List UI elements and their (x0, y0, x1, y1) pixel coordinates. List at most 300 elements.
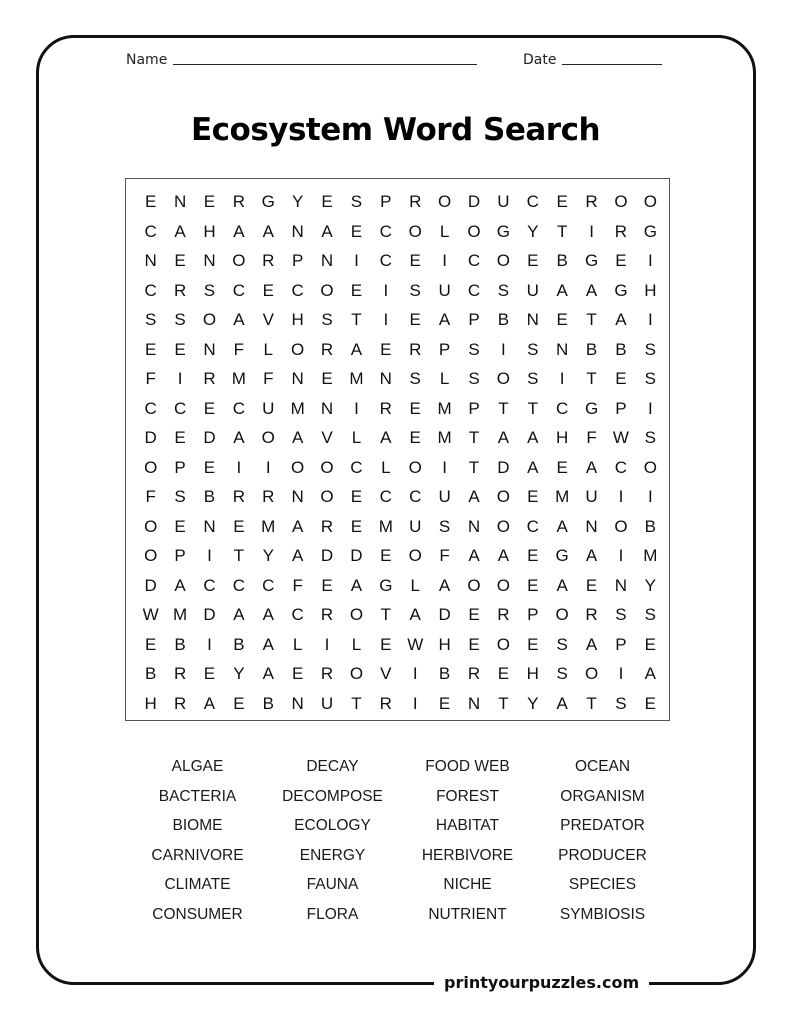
grid-cell[interactable]: C (144, 398, 157, 418)
grid-cell[interactable]: N (291, 487, 304, 506)
grid-cell[interactable]: E (556, 192, 568, 211)
grid-cell[interactable]: S (556, 634, 568, 654)
grid-cell[interactable]: G (584, 398, 599, 418)
grid-cell[interactable]: T (498, 398, 509, 418)
grid-cell[interactable]: E (174, 251, 186, 270)
grid-cell[interactable]: G (584, 251, 599, 270)
grid-cell[interactable]: M (378, 516, 393, 536)
grid-cell[interactable]: E (321, 575, 333, 595)
grid-cell[interactable]: S (321, 310, 333, 329)
grid-cell[interactable]: N (467, 693, 481, 713)
grid-cell[interactable]: A (380, 428, 392, 447)
grid-cell[interactable]: G (496, 221, 510, 241)
grid-cell[interactable]: S (615, 693, 627, 713)
grid-cell[interactable]: B (644, 516, 656, 536)
grid-cell[interactable]: O (496, 516, 510, 536)
grid-cell[interactable]: O (614, 192, 628, 211)
grid-cell[interactable]: R (409, 192, 422, 211)
grid-cell[interactable]: O (232, 251, 246, 270)
grid-cell[interactable]: I (559, 369, 565, 388)
grid-cell[interactable]: D (144, 575, 157, 595)
grid-cell[interactable]: U (497, 192, 510, 211)
grid-cell[interactable]: E (145, 192, 157, 211)
date-field[interactable] (523, 52, 662, 68)
grid-cell[interactable]: E (203, 664, 216, 683)
grid-cell[interactable]: I (354, 251, 359, 270)
grid-cell[interactable]: I (589, 221, 594, 241)
grid-cell[interactable]: A (556, 693, 568, 713)
grid-cell[interactable]: A (615, 310, 627, 329)
grid-cell[interactable]: L (263, 339, 273, 359)
grid-cell[interactable]: U (438, 487, 451, 506)
grid-cell[interactable]: O (496, 251, 510, 270)
grid-cell[interactable]: N (585, 516, 598, 536)
grid-cell[interactable]: S (615, 605, 627, 624)
grid-cell[interactable]: Y (291, 192, 304, 211)
grid-cell[interactable]: F (263, 369, 274, 388)
grid-cell[interactable]: R (497, 605, 510, 624)
grid-cell[interactable]: A (174, 221, 186, 241)
name-field[interactable] (126, 52, 477, 68)
grid-cell[interactable]: E (527, 251, 539, 270)
grid-cell[interactable]: D (438, 605, 451, 624)
grid-cell[interactable]: S (409, 280, 421, 300)
grid-cell[interactable]: I (647, 251, 653, 270)
grid-cell[interactable]: D (203, 428, 216, 447)
grid-cell[interactable]: P (438, 339, 451, 359)
grid-cell[interactable]: L (381, 457, 391, 477)
grid-cell[interactable]: T (351, 310, 362, 329)
grid-cell[interactable]: T (380, 605, 392, 624)
grid-cell[interactable]: N (203, 516, 216, 536)
grid-cell[interactable]: T (527, 398, 538, 418)
grid-cell[interactable]: E (556, 457, 568, 477)
grid-cell[interactable]: S (644, 339, 656, 359)
grid-cell[interactable]: E (233, 693, 245, 713)
grid-cell[interactable]: T (586, 310, 597, 329)
grid-cell[interactable]: G (643, 221, 657, 241)
grid-cell[interactable]: I (618, 546, 624, 565)
grid-cell[interactable]: P (615, 398, 627, 418)
grid-cell[interactable]: U (526, 280, 539, 300)
grid-cell[interactable]: S (468, 339, 480, 359)
grid-cell[interactable]: N (320, 251, 334, 270)
grid-cell[interactable]: E (468, 605, 480, 624)
grid-cell[interactable]: I (207, 634, 212, 654)
grid-cell[interactable]: E (174, 516, 186, 536)
grid-cell[interactable]: O (349, 605, 364, 624)
grid-cell[interactable]: U (585, 487, 598, 506)
grid-cell[interactable]: R (585, 605, 598, 624)
grid-cell[interactable]: O (291, 457, 305, 477)
grid-cell[interactable]: E (409, 428, 421, 447)
grid-cell[interactable]: E (527, 546, 539, 565)
grid-cell[interactable]: E (615, 369, 627, 388)
grid-cell[interactable]: N (144, 251, 157, 270)
grid-cell[interactable]: E (321, 369, 333, 388)
grid-cell[interactable]: E (203, 192, 216, 211)
grid-cell[interactable]: O (320, 487, 334, 506)
grid-cell[interactable]: A (556, 575, 568, 595)
grid-cell[interactable]: P (174, 457, 186, 477)
grid-cell[interactable]: S (409, 369, 421, 388)
grid-cell[interactable]: R (379, 693, 392, 713)
grid-cell[interactable]: O (144, 516, 158, 536)
grid-cell[interactable]: D (350, 546, 363, 565)
grid-cell[interactable]: R (320, 516, 334, 536)
grid-cell[interactable]: E (350, 280, 363, 300)
grid-cell[interactable]: O (291, 339, 305, 359)
grid-cell[interactable]: B (497, 310, 510, 329)
grid-cell[interactable]: I (383, 310, 389, 329)
grid-cell[interactable]: C (144, 280, 157, 300)
grid-cell[interactable]: P (291, 251, 304, 270)
grid-cell[interactable]: R (320, 339, 334, 359)
grid-cell[interactable]: O (643, 192, 657, 211)
grid-cell[interactable]: S (174, 310, 186, 329)
grid-cell[interactable]: G (555, 546, 569, 565)
grid-cell[interactable]: A (350, 575, 363, 595)
grid-cell[interactable]: H (203, 221, 216, 241)
grid-cell[interactable]: O (555, 605, 569, 624)
grid-cell[interactable]: S (644, 369, 656, 388)
grid-cell[interactable]: U (409, 516, 422, 536)
grid-cell[interactable]: S (174, 487, 186, 506)
grid-cell[interactable]: C (526, 516, 539, 536)
grid-cell[interactable]: F (233, 339, 245, 359)
grid-cell[interactable]: A (291, 428, 304, 447)
grid-cell[interactable]: E (145, 634, 157, 654)
grid-cell[interactable]: A (527, 457, 539, 477)
grid-cell[interactable]: R (467, 664, 481, 683)
grid-cell[interactable]: E (527, 487, 539, 506)
grid-cell[interactable]: I (647, 310, 653, 329)
grid-cell[interactable]: B (438, 664, 451, 683)
grid-cell[interactable]: A (527, 428, 539, 447)
grid-cell[interactable]: E (350, 221, 363, 241)
grid-cell[interactable]: E (291, 664, 304, 683)
grid-cell[interactable]: V (321, 428, 333, 447)
grid-cell[interactable]: B (174, 634, 186, 654)
grid-cell[interactable]: S (350, 192, 363, 211)
grid-cell[interactable]: B (203, 487, 216, 506)
grid-cell[interactable]: C (614, 457, 628, 477)
grid-cell[interactable]: G (261, 192, 275, 211)
grid-cell[interactable]: A (468, 487, 480, 506)
grid-cell[interactable]: B (233, 634, 245, 654)
grid-cell[interactable]: O (467, 575, 481, 595)
grid-cell[interactable]: A (262, 605, 274, 624)
grid-cell[interactable]: Y (527, 693, 539, 713)
grid-cell[interactable]: A (291, 546, 304, 565)
grid-cell[interactable]: E (556, 310, 568, 329)
grid-cell[interactable]: M (643, 546, 658, 565)
grid-cell[interactable]: E (174, 428, 186, 447)
grid-cell[interactable]: C (467, 280, 481, 300)
grid-cell[interactable]: C (467, 251, 481, 270)
grid-cell[interactable]: C (379, 251, 392, 270)
grid-cell[interactable]: B (585, 339, 598, 359)
grid-cell[interactable]: N (291, 221, 304, 241)
grid-cell[interactable]: L (292, 634, 303, 654)
grid-cell[interactable]: A (585, 457, 598, 477)
grid-cell[interactable]: P (527, 605, 539, 624)
grid-cell[interactable]: T (233, 546, 245, 565)
grid-cell[interactable]: T (586, 369, 597, 388)
letter-grid[interactable] (125, 178, 670, 721)
grid-cell[interactable]: A (291, 516, 304, 536)
grid-cell[interactable]: E (380, 339, 392, 359)
grid-cell[interactable]: E (174, 339, 186, 359)
grid-cell[interactable]: O (496, 487, 510, 506)
grid-cell[interactable]: A (409, 605, 421, 624)
grid-cell[interactable]: A (350, 339, 363, 359)
grid-cell[interactable]: B (556, 251, 568, 270)
grid-cell[interactable]: O (320, 457, 334, 477)
grid-cell[interactable]: Y (262, 546, 274, 565)
grid-cell[interactable]: N (203, 251, 216, 270)
grid-cell[interactable]: H (144, 693, 157, 713)
grid-cell[interactable]: I (412, 664, 418, 683)
grid-cell[interactable]: N (203, 339, 216, 359)
grid-cell[interactable]: A (585, 280, 598, 300)
grid-cell[interactable]: R (614, 221, 628, 241)
grid-cell[interactable]: L (410, 575, 420, 595)
grid-cell[interactable]: E (644, 634, 656, 654)
grid-cell[interactable]: A (556, 516, 568, 536)
grid-cell[interactable]: A (262, 634, 274, 654)
grid-cell[interactable]: D (467, 192, 481, 211)
grid-cell[interactable]: M (349, 369, 364, 388)
grid-cell[interactable]: I (236, 457, 242, 477)
grid-cell[interactable]: C (232, 280, 245, 300)
grid-cell[interactable]: E (350, 487, 363, 506)
grid-cell[interactable]: E (350, 516, 363, 536)
grid-cell[interactable]: E (380, 546, 392, 565)
grid-cell[interactable]: U (262, 398, 275, 418)
grid-cell[interactable]: I (618, 664, 624, 683)
grid-cell[interactable]: I (501, 339, 506, 359)
grid-cell[interactable]: Y (644, 575, 656, 595)
grid-cell[interactable]: I (354, 398, 359, 418)
grid-cell[interactable]: I (647, 487, 653, 506)
grid-cell[interactable]: R (232, 192, 245, 211)
grid-cell[interactable]: C (232, 398, 245, 418)
grid-cell[interactable]: M (231, 369, 246, 388)
grid-cell[interactable]: S (644, 605, 656, 624)
grid-cell[interactable]: O (202, 310, 217, 329)
grid-cell[interactable]: V (262, 310, 274, 329)
grid-cell[interactable]: P (380, 192, 392, 211)
grid-cell[interactable]: R (320, 605, 334, 624)
grid-cell[interactable]: R (173, 280, 187, 300)
grid-cell[interactable]: D (497, 457, 510, 477)
grid-cell[interactable]: S (497, 280, 510, 300)
grid-cell[interactable]: U (438, 280, 451, 300)
grid-cell[interactable]: A (233, 428, 245, 447)
grid-cell[interactable]: I (647, 398, 653, 418)
grid-cell[interactable]: E (527, 575, 539, 595)
grid-cell[interactable]: A (585, 634, 598, 654)
grid-cell[interactable]: C (379, 221, 392, 241)
grid-cell[interactable]: O (643, 457, 657, 477)
grid-cell[interactable]: A (644, 664, 656, 683)
grid-cell[interactable]: T (556, 221, 568, 241)
grid-cell[interactable]: T (468, 428, 480, 447)
grid-cell[interactable]: D (203, 605, 216, 624)
grid-cell[interactable]: H (526, 664, 539, 683)
grid-cell[interactable]: O (584, 664, 599, 683)
grid-cell[interactable]: A (438, 575, 451, 595)
grid-cell[interactable]: H (644, 280, 657, 300)
grid-cell[interactable]: R (379, 398, 392, 418)
grid-cell[interactable]: E (409, 251, 421, 270)
grid-cell[interactable]: E (380, 634, 392, 654)
grid-cell[interactable]: T (468, 457, 480, 477)
grid-cell[interactable]: V (380, 664, 392, 683)
grid-cell[interactable]: F (292, 575, 303, 595)
grid-cell[interactable]: E (409, 310, 421, 329)
grid-cell[interactable]: A (174, 575, 186, 595)
grid-cell[interactable]: I (207, 546, 212, 565)
grid-cell[interactable]: F (145, 369, 156, 388)
grid-cell[interactable]: E (233, 516, 245, 536)
grid-cell[interactable]: O (261, 428, 275, 447)
grid-cell[interactable]: E (145, 339, 157, 359)
grid-cell[interactable]: S (556, 664, 568, 683)
grid-cell[interactable]: G (379, 575, 393, 595)
grid-cell[interactable]: I (324, 634, 330, 654)
grid-cell[interactable]: S (527, 339, 539, 359)
grid-cell[interactable]: W (612, 428, 629, 447)
grid-cell[interactable]: A (233, 605, 245, 624)
grid-cell[interactable]: N (291, 693, 304, 713)
grid-cell[interactable]: N (320, 398, 334, 418)
grid-cell[interactable]: N (467, 516, 481, 536)
grid-cell[interactable]: E (409, 398, 421, 418)
grid-cell[interactable]: E (497, 664, 510, 683)
grid-cell[interactable]: O (408, 221, 422, 241)
grid-cell[interactable]: Y (233, 664, 245, 683)
grid-cell[interactable]: E (527, 634, 539, 654)
grid-cell[interactable]: P (468, 310, 480, 329)
grid-cell[interactable]: C (350, 457, 363, 477)
grid-cell[interactable]: H (556, 428, 569, 447)
grid-cell[interactable]: N (379, 369, 392, 388)
grid-cell[interactable]: E (615, 251, 627, 270)
grid-cell[interactable]: R (320, 664, 334, 683)
grid-cell[interactable]: R (203, 369, 216, 388)
grid-cell[interactable]: O (408, 546, 422, 565)
grid-cell[interactable]: A (233, 221, 245, 241)
grid-cell[interactable]: O (496, 634, 510, 654)
grid-cell[interactable]: E (644, 693, 656, 713)
grid-cell[interactable]: S (527, 369, 539, 388)
grid-cell[interactable]: C (173, 398, 187, 418)
grid-cell[interactable]: T (498, 693, 509, 713)
grid-cell[interactable]: B (262, 693, 274, 713)
grid-cell[interactable]: S (468, 369, 480, 388)
grid-cell[interactable]: W (407, 634, 424, 654)
grid-cell[interactable]: E (438, 693, 451, 713)
grid-cell[interactable]: E (468, 634, 480, 654)
grid-cell[interactable]: O (496, 369, 510, 388)
grid-cell[interactable]: S (203, 280, 216, 300)
grid-cell[interactable]: N (526, 310, 539, 329)
grid-cell[interactable]: F (586, 428, 597, 447)
grid-cell[interactable]: C (409, 487, 422, 506)
grid-cell[interactable]: S (145, 310, 157, 329)
grid-cell[interactable]: A (497, 546, 510, 565)
grid-cell[interactable]: C (556, 398, 569, 418)
grid-cell[interactable]: A (585, 546, 598, 565)
grid-cell[interactable]: R (173, 693, 187, 713)
grid-cell[interactable]: U (320, 693, 334, 713)
grid-cell[interactable]: M (555, 487, 570, 506)
grid-cell[interactable]: N (291, 369, 304, 388)
grid-cell[interactable]: O (496, 575, 510, 595)
grid-cell[interactable]: P (174, 546, 186, 565)
grid-cell[interactable]: M (261, 516, 276, 536)
grid-cell[interactable]: I (442, 251, 447, 270)
grid-cell[interactable]: O (614, 516, 628, 536)
grid-cell[interactable]: B (615, 339, 627, 359)
grid-cell[interactable]: L (351, 634, 362, 654)
grid-cell[interactable]: C (379, 487, 392, 506)
grid-cell[interactable]: E (203, 457, 216, 477)
grid-cell[interactable]: G (614, 280, 628, 300)
grid-cell[interactable]: S (644, 428, 656, 447)
grid-cell[interactable]: B (145, 664, 157, 683)
grid-cell[interactable]: R (409, 339, 422, 359)
grid-cell[interactable]: O (467, 221, 481, 241)
grid-cell[interactable]: N (173, 192, 187, 211)
grid-cell[interactable]: M (290, 398, 305, 418)
grid-cell[interactable]: C (144, 221, 157, 241)
grid-cell[interactable]: O (144, 457, 158, 477)
grid-cell[interactable]: R (173, 664, 187, 683)
grid-cell[interactable]: H (438, 634, 451, 654)
grid-cell[interactable]: A (203, 693, 216, 713)
grid-cell[interactable]: I (618, 487, 624, 506)
grid-cell[interactable]: I (412, 693, 418, 713)
grid-cell[interactable]: C (526, 192, 539, 211)
grid-cell[interactable]: E (203, 398, 216, 418)
grid-cell[interactable]: T (586, 693, 597, 713)
grid-cell[interactable]: M (437, 428, 452, 447)
grid-cell[interactable]: D (320, 546, 334, 565)
grid-cell[interactable]: C (232, 575, 245, 595)
grid-cell[interactable]: S (438, 516, 451, 536)
grid-cell[interactable]: M (173, 605, 188, 624)
grid-cell[interactable]: E (585, 575, 598, 595)
grid-cell[interactable]: A (497, 428, 510, 447)
grid-cell[interactable]: E (262, 280, 274, 300)
grid-cell[interactable]: A (468, 546, 480, 565)
grid-cell[interactable]: I (265, 457, 271, 477)
grid-cell[interactable]: A (556, 280, 568, 300)
grid-cell[interactable]: C (203, 575, 216, 595)
grid-cell[interactable]: M (437, 398, 452, 418)
grid-cell[interactable]: O (408, 457, 422, 477)
grid-cell[interactable]: R (262, 251, 275, 270)
grid-cell[interactable]: L (439, 369, 450, 388)
grid-cell[interactable]: O (349, 664, 364, 683)
grid-cell[interactable]: O (437, 192, 452, 211)
grid-cell[interactable]: Y (527, 221, 539, 241)
grid-cell[interactable]: R (232, 487, 245, 506)
grid-cell[interactable]: L (439, 221, 450, 241)
